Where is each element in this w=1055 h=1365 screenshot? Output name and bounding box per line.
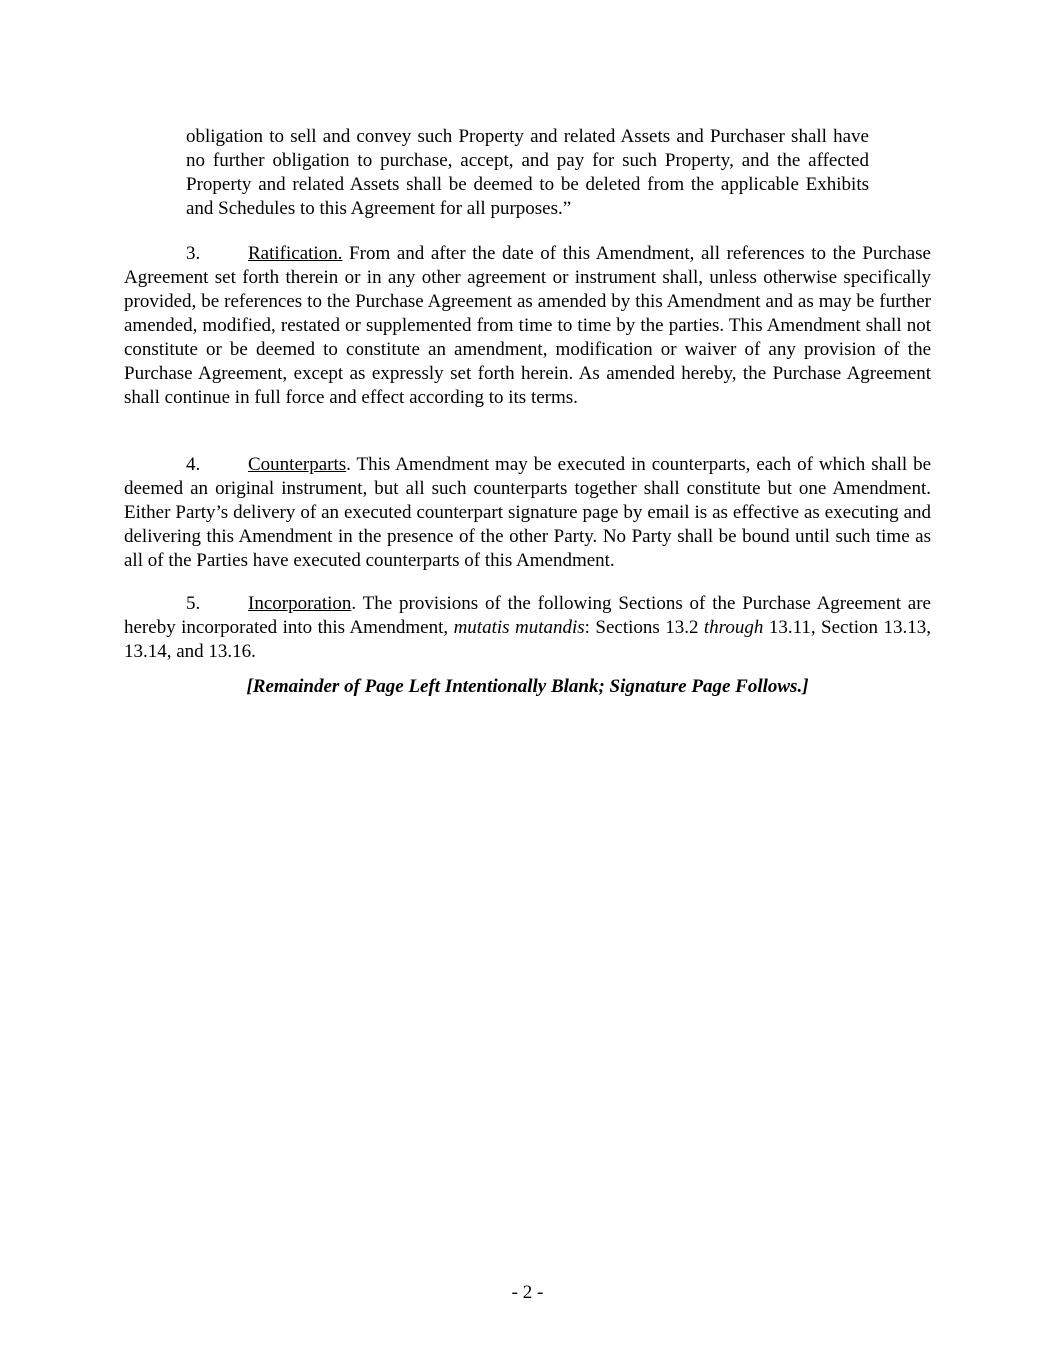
section-body: : Sections 13.2 — [584, 617, 704, 638]
section-number: 3. — [186, 243, 201, 264]
page-number: - 2 - — [511, 1282, 544, 1303]
section-5-incorporation — [124, 592, 931, 664]
section-heading: Counterparts — [248, 454, 347, 475]
section-3-ratification — [124, 242, 931, 410]
section-body: . This Amendment may be executed in counterparts, each of which shall be deemed an original instrument, but all such counterparts together shall constitute but one Amendment. Either Party’s delivery of an executed counterpart signature page by email is as effective as executing and delivering this Amendment in the presence of the other Party. No Party shall be bound until such time as all of the Parties have executed counterparts of this Amendment. — [124, 454, 931, 571]
continued-quote-paragraph: obligation to sell and convey such Property and related Assets and Purchaser shall have no further obligation to purchase, accept, and pay for such Property, and the affected Property and related Assets shall be deemed to be deleted from the applicable Exhibits and Schedules to this Agreement for all purposes.” — [186, 126, 869, 219]
section-body: . The provisions of the following Sections of the Purchase Agreement are hereby incorporated into this Amendment, — [124, 593, 931, 638]
section-number: 5. — [186, 593, 201, 614]
section-heading: Incorporation — [248, 593, 352, 614]
section-body: From and after the date of this Amendment, all references to the Purchase Agreement set forth therein or in any other agreement or instrument shall, unless otherwise specifically provided, be references to the Purchase Agreement as amended by this Amendment and as may be further amended, modified, restated or supplemented from time to time by the parties. This Amendment shall not constitute or be deemed to constitute an amendment, modification or waiver of any provision of the Purchase Agreement, except as expressly set forth herein. As amended hereby, the Purchase Agreement shall continue in full force and effect according to its terms. — [124, 243, 931, 408]
section-number: 4. — [186, 454, 201, 475]
remainder-blank-notice: [Remainder of Page Left Intentionally Blank; Signature Page Follows.] — [246, 676, 809, 697]
section-4-counterparts — [124, 453, 931, 573]
italic-term: mutatis mutandis — [453, 617, 585, 638]
section-body: 13.11, Section 13.13, 13.14, and 13.16. — [124, 617, 931, 662]
italic-term: through — [703, 617, 764, 638]
section-heading: Ratification. — [248, 243, 343, 264]
